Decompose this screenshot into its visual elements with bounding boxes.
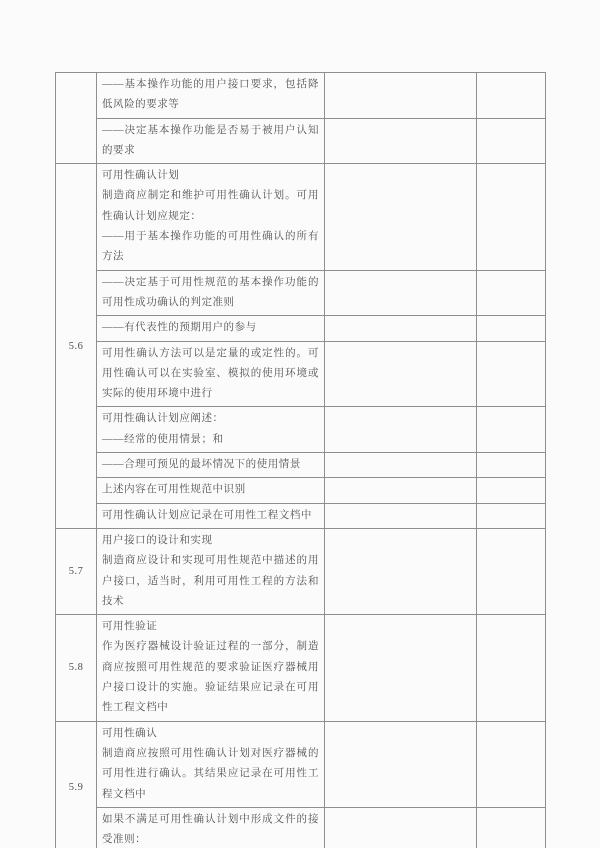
clause-number-5-9: 5.9 — [56, 721, 97, 848]
paragraph: 可用性确认 — [102, 727, 158, 739]
empty-cell — [325, 528, 477, 614]
empty-cell — [477, 118, 546, 164]
table-row — [56, 316, 546, 341]
empty-cell — [325, 721, 477, 807]
empty-cell — [477, 341, 546, 407]
requirement-cell — [97, 341, 325, 407]
table-row — [56, 453, 546, 478]
table-row — [56, 721, 546, 807]
requirement-cell — [97, 453, 325, 478]
empty-cell — [325, 453, 477, 478]
paragraph: ——基本操作功能的用户接口要求，包括降低风险的要求等 — [102, 79, 319, 111]
empty-cell — [477, 73, 546, 119]
requirements-table — [55, 72, 546, 848]
paragraph: 可用性验证 — [102, 621, 158, 633]
requirement-cell — [97, 118, 325, 164]
table-row — [56, 270, 546, 316]
paragraph: 可用性确认计划 — [102, 170, 180, 182]
empty-cell — [477, 270, 546, 316]
empty-cell — [325, 807, 477, 848]
paragraph: 如果不满足可用性确认计划中形成文件的接受准则： — [102, 813, 319, 846]
empty-cell — [477, 528, 546, 614]
table-row — [56, 478, 546, 503]
requirement-cell — [97, 316, 325, 341]
table-row — [56, 118, 546, 164]
requirement-cell — [97, 503, 325, 528]
clause-number-5-7: 5.7 — [56, 528, 97, 614]
empty-cell — [325, 270, 477, 316]
empty-cell — [477, 453, 546, 478]
requirement-cell — [97, 270, 325, 316]
table-row — [56, 164, 546, 270]
empty-cell — [325, 341, 477, 407]
table-row — [56, 528, 546, 614]
paragraph: ——有代表性的预期用户的参与 — [102, 322, 257, 334]
requirement-cell — [97, 478, 325, 503]
paragraph: ——决定基本操作功能是否易于被用户认知的要求 — [102, 124, 319, 156]
table-row — [56, 407, 546, 453]
empty-cell — [325, 316, 477, 341]
empty-cell — [477, 478, 546, 503]
table-row — [56, 341, 546, 407]
paragraph: 可用性确认计划应阐述： — [102, 413, 224, 425]
empty-cell — [325, 164, 477, 270]
paragraph: 制造商应按照可用性确认计划对医疗器械的可用性进行确认。其结果应记录在可用性工程文档中 — [102, 747, 319, 800]
paragraph: 制造商应设计和实现可用性规范中描述的用户接口，适当时，利用可用性工程的方法和技术 — [102, 555, 319, 607]
empty-cell — [325, 73, 477, 119]
paragraph: 可用性确认方法可以是定量的或定性的。可用性确认可以在实验室、模拟的使用环境或实际的使用环境中进行 — [102, 347, 319, 400]
requirement-cell — [97, 73, 325, 119]
requirement-cell — [97, 615, 325, 721]
paragraph: 可用性确认计划应记录在可用性工程文档中 — [102, 509, 312, 521]
empty-cell — [477, 721, 546, 807]
table-row — [56, 73, 546, 119]
empty-cell — [477, 316, 546, 341]
paragraph: 制造商应制定和维护可用性确认计划。可用性确认计划应规定： — [102, 190, 319, 222]
paragraph: ——合理可预见的最坏情况下的使用情景 — [102, 459, 301, 471]
clause-number-5-8: 5.8 — [56, 615, 97, 721]
paragraph: ——经常的使用情景；和 — [102, 433, 224, 445]
table-row — [56, 807, 546, 848]
empty-cell — [325, 407, 477, 453]
empty-cell — [477, 164, 546, 270]
requirement-cell — [97, 164, 325, 270]
empty-cell — [325, 503, 477, 528]
paragraph: ——决定基于可用性规范的基本操作功能的可用性成功确认的判定准则 — [102, 276, 319, 308]
empty-cell — [325, 615, 477, 721]
empty-cell — [325, 118, 477, 164]
requirement-cell — [97, 528, 325, 614]
requirement-cell — [97, 721, 325, 807]
paragraph: 上述内容在可用性规范中识别 — [102, 484, 246, 496]
empty-cell — [477, 807, 546, 848]
requirement-cell — [97, 407, 325, 453]
paragraph: 作为医疗器械设计验证过程的一部分，制造商应按照可用性规范的要求验证医疗器械用户接口设计的实施。验证结果应记录在可用性工程文档中 — [102, 641, 319, 714]
clause-cell-empty — [56, 73, 97, 164]
paragraph: 用户接口的设计和实现 — [102, 534, 213, 546]
paragraph: ——用于基本操作功能的可用性确认的所有方法 — [102, 231, 319, 263]
empty-cell — [477, 503, 546, 528]
table-row — [56, 503, 546, 528]
table-row — [56, 615, 546, 721]
clause-number-5-6: 5.6 — [56, 164, 97, 529]
empty-cell — [477, 407, 546, 453]
requirement-cell — [97, 807, 325, 848]
empty-cell — [325, 478, 477, 503]
empty-cell — [477, 615, 546, 721]
